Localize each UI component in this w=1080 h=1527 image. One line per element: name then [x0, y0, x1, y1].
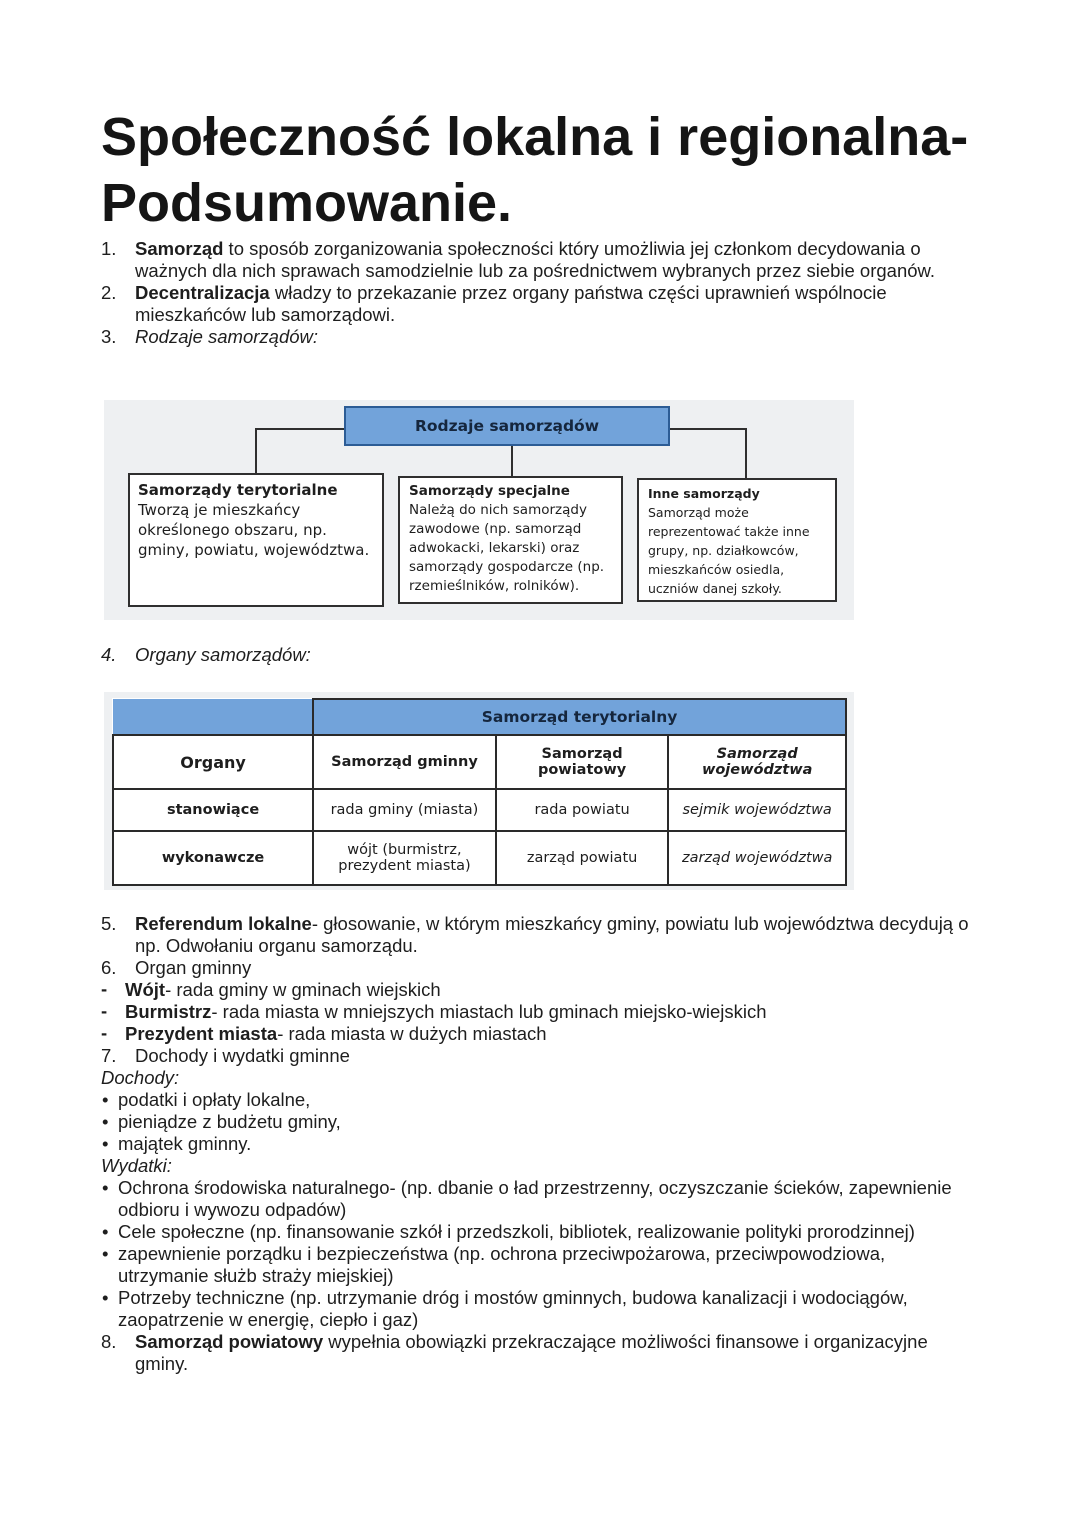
expense-item [0, 1177, 1080, 1221]
table-cell: zarząd powiatu [496, 831, 669, 885]
bullet-marker: • [102, 1177, 109, 1198]
definitions-list [0, 238, 1080, 348]
income-text: majątek gminny. [118, 1133, 252, 1154]
section-heading: Rodzaje samorządów: [135, 326, 319, 347]
term: Prezydent miasta [125, 1023, 278, 1044]
item-number: 5. [101, 913, 117, 934]
table-cell: sejmik województwa [668, 789, 846, 831]
expense-text: zapewnienie porządku i bezpieczeństwa (np. ochrona przeciwpożarowa, przeciwpowodziowa, utrzymanie służb straży miejskiej) [118, 1243, 886, 1286]
box-title: Samorządy specjalne [409, 483, 570, 499]
section-heading: Organy samorządów: [135, 644, 311, 665]
definition: - głosowanie, w którym mieszkańcy gminy, powiatu lub województwa decydują o np. Odwołaniu organu samorządu. [135, 913, 969, 956]
item-number: 7. [101, 1045, 117, 1066]
diagram-box-other [637, 478, 837, 602]
table-spacer [113, 699, 313, 735]
income-item [0, 1089, 1080, 1111]
item-text: Dochody i wydatki gminne [135, 1045, 350, 1066]
table-cell: zarząd województwa [668, 831, 846, 885]
list-item [0, 282, 1080, 326]
item-number: 4. [101, 644, 117, 665]
income-text: podatki i opłaty lokalne, [118, 1089, 311, 1110]
term: Decentralizacja [135, 282, 270, 303]
diagram-box-special [398, 476, 623, 604]
dash-item [0, 979, 1080, 1001]
box-text: Samorząd może reprezentować także inne grupy, np. działkowców, mieszkańców osiedla, uczniów danej szkoły. [648, 505, 810, 596]
table-band: Samorząd terytorialny [313, 699, 846, 735]
box-title: Inne samorządy [648, 486, 760, 501]
column-header: Samorząd powiatowy [496, 735, 669, 789]
term: Wójt [125, 979, 166, 1000]
item-number: 3. [101, 326, 117, 347]
definition: - rada miasta w dużych miastach [277, 1023, 547, 1044]
box-title: Samorządy terytorialne [138, 481, 338, 499]
list-item [0, 644, 1080, 666]
income-label: Dochody: [101, 1067, 180, 1088]
row-label: stanowiące [113, 789, 313, 831]
table-cell: rada powiatu [496, 789, 669, 831]
bullet-marker: • [102, 1089, 109, 1110]
definition: to sposób zorganizowania społeczności który umożliwia jej członkom decydowania o ważnych dla nich sprawach samodzielnie lub za pośrednictwem wybranych przez siebie organów. [135, 238, 936, 281]
list-item [0, 913, 1080, 957]
expense-item [0, 1221, 1080, 1243]
section-4 [0, 644, 1080, 666]
expense-item [0, 1243, 1080, 1287]
definition: - rada gminy w gminach wiejskich [165, 979, 441, 1000]
term: Samorząd powiatowy [135, 1331, 324, 1352]
list-item [0, 238, 1080, 282]
item-number: 8. [101, 1331, 117, 1352]
income-item [0, 1133, 1080, 1155]
diagram-heading: Rodzaje samorządów [344, 406, 670, 446]
table-cell: rada gminy (miasta) [313, 789, 496, 831]
income-text: pieniądze z budżetu gminy, [118, 1111, 341, 1132]
column-header: Samorząd województwa [668, 735, 846, 789]
table-corner: Organy [113, 735, 313, 789]
list-item [0, 326, 1080, 348]
organs-table-container [104, 692, 854, 890]
table-cell: wójt (burmistrz, prezydent miasta) [313, 831, 496, 885]
list-item [0, 957, 1080, 979]
box-text: Należą do nich samorządy zawodowe (np. samorząd adwokacki, lekarski) oraz samorządy gospodarcze (np. rzemieślników, rolników). [409, 502, 605, 594]
row-label: wykonawcze [113, 831, 313, 885]
bullet-marker: • [102, 1111, 109, 1132]
term: Samorząd [135, 238, 224, 259]
item-number: 1. [101, 238, 117, 259]
list-item [0, 1045, 1080, 1067]
term: Burmistrz [125, 1001, 212, 1022]
expense-item [0, 1287, 1080, 1331]
definition: wypełnia obowiązki przekraczające możliwości finansowe i organizacyjne gminy. [135, 1331, 928, 1374]
item-number: 6. [101, 957, 117, 978]
summary-list [0, 913, 1080, 1375]
bullet-marker: • [102, 1287, 109, 1308]
bullet-marker: • [102, 1221, 109, 1242]
expense-text: Potrzeby techniczne (np. utrzymanie dróg i mostów gminnych, budowa kanalizacji i wodociągów, zaopatrzenie w energię, ciepło i gaz) [118, 1287, 908, 1330]
diagram-box-territorial [128, 473, 384, 607]
definition: - rada miasta w mniejszych miastach lub gminach miejsko-wiejskich [211, 1001, 767, 1022]
item-text: Organ gminny [135, 957, 252, 978]
page-title: Społeczność lokalna i regionalna- Podsumowanie. [101, 107, 969, 233]
dash-marker: - [101, 1022, 108, 1043]
box-text: Tworzą je mieszkańcy określonego obszaru, np. gminy, powiatu, województwa. [138, 501, 370, 559]
expense-text: Ochrona środowiska naturalnego- (np. dbanie o ład przestrzenny, oczyszczanie ścieków, zapewnienie odbioru i wywozu odpadów) [118, 1177, 952, 1220]
income-item [0, 1111, 1080, 1133]
item-number: 2. [101, 282, 117, 303]
list-item [0, 1331, 1080, 1375]
organs-table [112, 698, 847, 886]
dash-item [0, 1023, 1080, 1045]
definition: władzy to przekazanie przez organy państwa części uprawnień wspólnocie mieszkańców lub samorządowi. [135, 282, 887, 325]
expenses-label: Wydatki: [101, 1155, 172, 1176]
types-diagram [104, 400, 854, 620]
term: Referendum lokalne [135, 913, 312, 934]
dash-item [0, 1001, 1080, 1023]
expense-text: Cele społeczne (np. finansowanie szkół i przedszkoli, bibliotek, realizowanie polityki prorodzinnej) [118, 1221, 915, 1242]
column-header: Samorząd gminny [313, 735, 496, 789]
bullet-marker: • [102, 1133, 109, 1154]
dash-marker: - [101, 978, 108, 999]
bullet-marker: • [102, 1243, 109, 1264]
dash-marker: - [101, 1000, 108, 1021]
